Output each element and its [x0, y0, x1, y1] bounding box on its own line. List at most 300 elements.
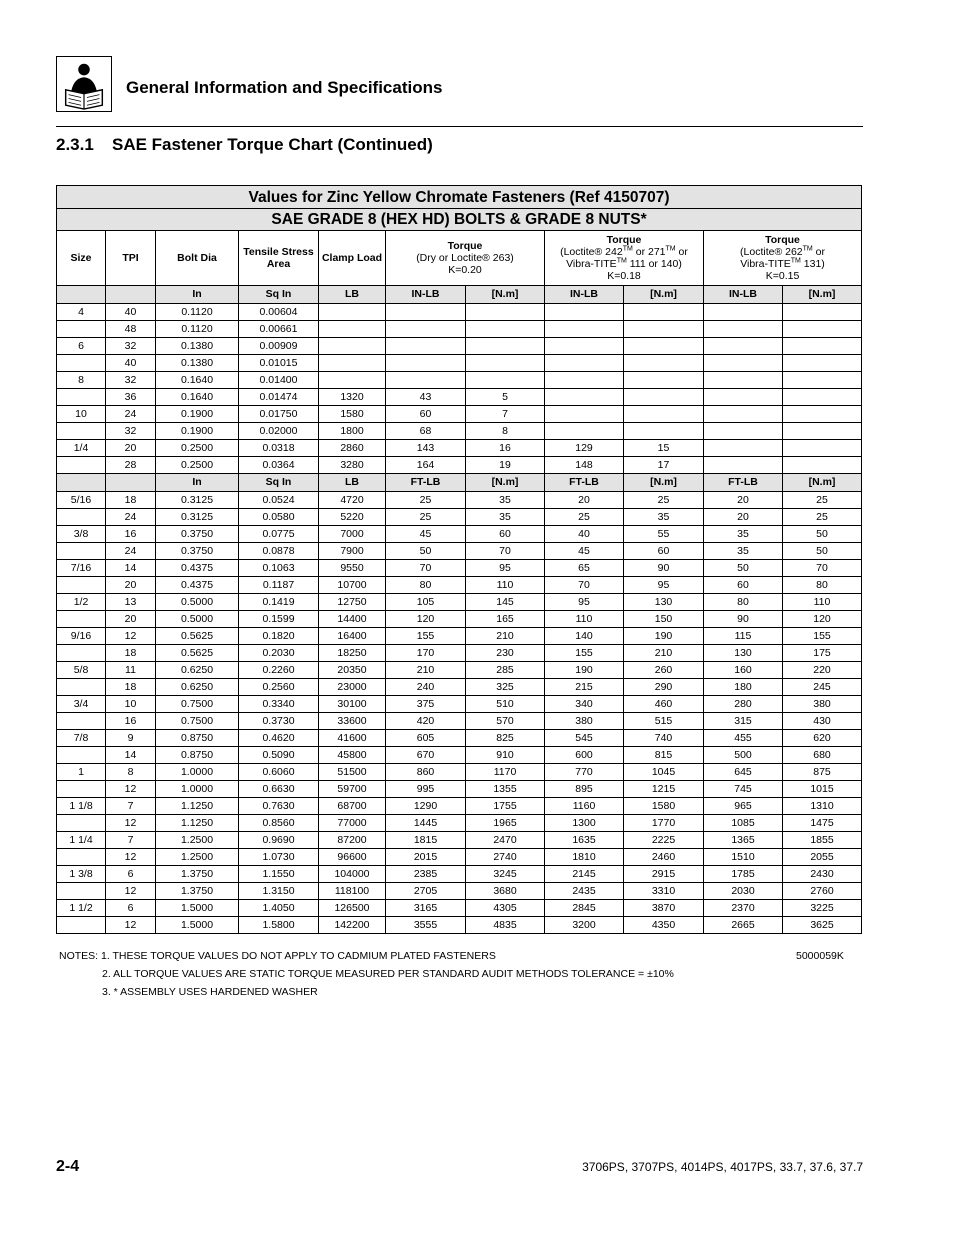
trademark: TM: [616, 257, 627, 265]
table-cell: 0.7500: [156, 696, 239, 713]
table-cell: 2370: [704, 900, 783, 917]
table-cell: 1.2500: [156, 832, 239, 849]
table-cell: 180: [704, 679, 783, 696]
table-cell: 55: [624, 526, 704, 543]
table-cell: 2740: [466, 849, 545, 866]
table-cell: 142200: [319, 917, 386, 934]
table-cell: 2470: [466, 832, 545, 849]
table-cell: 1290: [386, 798, 466, 815]
table-cell: 18: [106, 679, 156, 696]
table-cell: 3310: [624, 883, 704, 900]
table-cell: [704, 423, 783, 440]
table-cell: 23000: [319, 679, 386, 696]
table-cell: 0.0878: [239, 543, 319, 560]
table-cell: 25: [386, 492, 466, 509]
table-cell: 4: [57, 304, 106, 321]
table-row: [57, 389, 862, 406]
table-cell: 2460: [624, 849, 704, 866]
table-cell: 1.5800: [239, 917, 319, 934]
table-cell: 240: [386, 679, 466, 696]
table-cell: 12: [106, 917, 156, 934]
unit-cell: Sq In: [239, 286, 319, 304]
table-row: [57, 696, 862, 713]
table-row: [57, 526, 862, 543]
table-cell: 155: [386, 628, 466, 645]
table-cell: 68: [386, 423, 466, 440]
table-cell: 14: [106, 747, 156, 764]
trademark: TM: [622, 245, 633, 253]
table-cell: 1 1/8: [57, 798, 106, 815]
table-cell: 0.1187: [239, 577, 319, 594]
table-cell: 0.5625: [156, 628, 239, 645]
table-cell: 20: [106, 611, 156, 628]
table-cell: [624, 355, 704, 372]
table-cell: [783, 440, 862, 457]
table-cell: 20: [545, 492, 624, 509]
table-cell: 0.1063: [239, 560, 319, 577]
unit-cell: [N.m]: [466, 286, 545, 304]
units-row: [57, 286, 862, 304]
table-cell: [545, 338, 624, 355]
table-row: [57, 781, 862, 798]
table-cell: [57, 355, 106, 372]
table-cell: 50: [783, 526, 862, 543]
table-cell: [57, 713, 106, 730]
table-cell: 16: [466, 440, 545, 457]
table-cell: [466, 372, 545, 389]
table-cell: 0.6630: [239, 781, 319, 798]
table-cell: 35: [466, 492, 545, 509]
table-cell: 420: [386, 713, 466, 730]
table-cell: [783, 321, 862, 338]
table-cell: 1.0000: [156, 764, 239, 781]
unit-cell: In: [156, 286, 239, 304]
table-cell: 0.1640: [156, 372, 239, 389]
table-cell: 6: [106, 900, 156, 917]
torque-262-desc-b: or: [812, 246, 825, 258]
table-cell: 5220: [319, 509, 386, 526]
table-cell: 80: [783, 577, 862, 594]
table-cell: 25: [545, 509, 624, 526]
table-cell: 51500: [319, 764, 386, 781]
table-cell: 1635: [545, 832, 624, 849]
torque-242-vibra-b: 111 or 140): [626, 258, 682, 270]
table-row: [57, 355, 862, 372]
table-cell: 160: [704, 662, 783, 679]
table-cell: [783, 372, 862, 389]
table-cell: 4720: [319, 492, 386, 509]
table-cell: 25: [783, 509, 862, 526]
table-cell: 0.8750: [156, 730, 239, 747]
table-cell: [624, 423, 704, 440]
table-cell: 87200: [319, 832, 386, 849]
col-torque-dry: [386, 231, 545, 286]
table-cell: 48: [106, 321, 156, 338]
table-cell: 129: [545, 440, 624, 457]
table-cell: 16: [106, 713, 156, 730]
table-row: [57, 560, 862, 577]
table-cell: 7900: [319, 543, 386, 560]
unit-cell: [106, 286, 156, 304]
table-cell: [783, 355, 862, 372]
table-cell: 7: [466, 406, 545, 423]
table-cell: 0.02000: [239, 423, 319, 440]
table-cell: 9550: [319, 560, 386, 577]
table-cell: [704, 440, 783, 457]
table-row: [57, 798, 862, 815]
table-cell: 1045: [624, 764, 704, 781]
table-row: [57, 815, 862, 832]
table-cell: 70: [783, 560, 862, 577]
table-cell: [57, 509, 106, 526]
table-cell: 0.0580: [239, 509, 319, 526]
note-2: 2. ALL TORQUE VALUES ARE STATIC TORQUE MEASURED PER STANDARD AUDIT METHODS TOLERANCE = ±10%: [102, 968, 674, 980]
table-cell: 0.01474: [239, 389, 319, 406]
table-cell: 32: [106, 372, 156, 389]
table-cell: [386, 372, 466, 389]
table-cell: 8: [106, 764, 156, 781]
table-cell: 3280: [319, 457, 386, 474]
table-cell: 0.1380: [156, 355, 239, 372]
table-cell: 1815: [386, 832, 466, 849]
table-cell: 60: [466, 526, 545, 543]
table-cell: 0.0364: [239, 457, 319, 474]
table-cell: [704, 389, 783, 406]
table-cell: [783, 457, 862, 474]
unit-cell: FT-LB: [704, 474, 783, 492]
table-cell: 8: [466, 423, 545, 440]
torque-242-desc-b: or 271: [632, 246, 666, 258]
table-cell: 20: [704, 509, 783, 526]
col-bolt-dia: Bolt Dia: [156, 231, 239, 286]
table-cell: [783, 406, 862, 423]
table-cell: 0.0775: [239, 526, 319, 543]
table-cell: 24: [106, 543, 156, 560]
table-cell: 0.00604: [239, 304, 319, 321]
table-cell: 605: [386, 730, 466, 747]
table-cell: 0.01750: [239, 406, 319, 423]
table-cell: 0.9690: [239, 832, 319, 849]
table-cell: 210: [466, 628, 545, 645]
table-cell: 68700: [319, 798, 386, 815]
note-3: 3. * ASSEMBLY USES HARDENED WASHER: [102, 986, 318, 998]
table-row: [57, 440, 862, 457]
table-cell: 895: [545, 781, 624, 798]
torque-242-k: K=0.18: [607, 270, 641, 282]
table-cell: 2915: [624, 866, 704, 883]
table-cell: 1170: [466, 764, 545, 781]
table-cell: 145: [466, 594, 545, 611]
table-cell: 1855: [783, 832, 862, 849]
table-cell: 2225: [624, 832, 704, 849]
table-row: [57, 713, 862, 730]
table-row: [57, 543, 862, 560]
table-cell: [57, 815, 106, 832]
table-cell: 18: [106, 492, 156, 509]
table-cell: 18: [106, 645, 156, 662]
table-cell: 25: [624, 492, 704, 509]
table-row: [57, 406, 862, 423]
table-cell: [704, 338, 783, 355]
torque-chart-table: [56, 185, 862, 934]
table-row: [57, 883, 862, 900]
table-cell: [466, 304, 545, 321]
table-cell: 1.1250: [156, 815, 239, 832]
table-cell: [704, 457, 783, 474]
table-cell: 815: [624, 747, 704, 764]
table-cell: 35: [704, 526, 783, 543]
torque-262-desc-a: (Loctite® 262: [740, 246, 803, 258]
table-cell: 45: [386, 526, 466, 543]
table-cell: 0.1380: [156, 338, 239, 355]
table-cell: 570: [466, 713, 545, 730]
table-cell: [57, 423, 106, 440]
table-cell: 13: [106, 594, 156, 611]
table-row: [57, 730, 862, 747]
table-cell: [57, 917, 106, 934]
table-cell: 40: [545, 526, 624, 543]
table-cell: 3245: [466, 866, 545, 883]
table-cell: 25: [783, 492, 862, 509]
table-cell: 120: [386, 611, 466, 628]
table-cell: 3225: [783, 900, 862, 917]
table-cell: 545: [545, 730, 624, 747]
table-cell: 35: [624, 509, 704, 526]
table-row: [57, 338, 862, 355]
person-reading-manual-icon: [57, 57, 111, 111]
note-1: NOTES: 1. THESE TORQUE VALUES DO NOT APPLY TO CADMIUM PLATED FASTENERS: [59, 950, 496, 962]
col-size: Size: [57, 231, 106, 286]
unit-cell: [N.m]: [783, 286, 862, 304]
table-row: [57, 747, 862, 764]
table-row: [57, 832, 862, 849]
table-cell: [319, 321, 386, 338]
table-cell: 17: [624, 457, 704, 474]
table-cell: [704, 304, 783, 321]
table-cell: 515: [624, 713, 704, 730]
table-row: [57, 577, 862, 594]
table-cell: 70: [545, 577, 624, 594]
table-cell: 1/4: [57, 440, 106, 457]
document-code: 5000059K: [796, 950, 844, 962]
table-cell: [624, 304, 704, 321]
table-cell: 260: [624, 662, 704, 679]
table-cell: 2145: [545, 866, 624, 883]
torque-262-vibra-a: Vibra-TITE: [740, 258, 791, 270]
table-cell: 40: [106, 304, 156, 321]
table-cell: 45800: [319, 747, 386, 764]
table-cell: 745: [704, 781, 783, 798]
table-cell: 620: [783, 730, 862, 747]
table-row: [57, 662, 862, 679]
table-cell: 155: [545, 645, 624, 662]
table-cell: 860: [386, 764, 466, 781]
table-cell: 0.2500: [156, 457, 239, 474]
table-cell: [319, 355, 386, 372]
table-cell: 510: [466, 696, 545, 713]
table-cell: 18250: [319, 645, 386, 662]
table-cell: 12: [106, 781, 156, 798]
table-subtitle: SAE GRADE 8 (HEX HD) BOLTS & GRADE 8 NUTS*: [57, 209, 862, 231]
table-cell: 20350: [319, 662, 386, 679]
table-cell: 0.2560: [239, 679, 319, 696]
table-cell: 20: [106, 440, 156, 457]
table-cell: 0.3125: [156, 492, 239, 509]
table-cell: 0.4375: [156, 560, 239, 577]
table-cell: 0.6060: [239, 764, 319, 781]
table-cell: 1770: [624, 815, 704, 832]
table-cell: 32: [106, 338, 156, 355]
col-clamp-load: Clamp Load: [319, 231, 386, 286]
unit-cell: [57, 286, 106, 304]
table-cell: 1 1/4: [57, 832, 106, 849]
table-cell: 20: [106, 577, 156, 594]
unit-cell: IN-LB: [545, 286, 624, 304]
table-cell: 430: [783, 713, 862, 730]
table-cell: 1.3150: [239, 883, 319, 900]
table-subtitle-row: [57, 209, 862, 231]
table-cell: [545, 389, 624, 406]
table-cell: 110: [466, 577, 545, 594]
table-cell: 1510: [704, 849, 783, 866]
table-row: [57, 628, 862, 645]
table-cell: 28: [106, 457, 156, 474]
table-cell: 1/2: [57, 594, 106, 611]
table-cell: 1.4050: [239, 900, 319, 917]
table-cell: 2665: [704, 917, 783, 934]
table-cell: [386, 355, 466, 372]
table-cell: 1580: [624, 798, 704, 815]
table-cell: 875: [783, 764, 862, 781]
unit-cell: [N.m]: [624, 474, 704, 492]
table-cell: 315: [704, 713, 783, 730]
table-cell: [783, 304, 862, 321]
table-cell: 3870: [624, 900, 704, 917]
table-cell: 41600: [319, 730, 386, 747]
table-cell: 2385: [386, 866, 466, 883]
table-cell: [704, 406, 783, 423]
table-cell: 6: [106, 866, 156, 883]
table-cell: 1.5000: [156, 917, 239, 934]
table-cell: 15: [624, 440, 704, 457]
table-cell: 0.4375: [156, 577, 239, 594]
table-cell: 65: [545, 560, 624, 577]
table-row: [57, 611, 862, 628]
table-cell: [386, 304, 466, 321]
table-row: [57, 866, 862, 883]
table-row: [57, 492, 862, 509]
table-cell: 1085: [704, 815, 783, 832]
table-cell: 1.1550: [239, 866, 319, 883]
table-cell: 380: [783, 696, 862, 713]
table-cell: 130: [704, 645, 783, 662]
table-cell: [57, 321, 106, 338]
table-cell: 5/16: [57, 492, 106, 509]
table-cell: 0.3125: [156, 509, 239, 526]
table-cell: 1 1/2: [57, 900, 106, 917]
table-cell: 325: [466, 679, 545, 696]
table-cell: [319, 372, 386, 389]
table-cell: 143: [386, 440, 466, 457]
table-cell: [466, 355, 545, 372]
section-number: 2.3.1: [56, 135, 94, 154]
table-cell: 1.0730: [239, 849, 319, 866]
table-cell: 910: [466, 747, 545, 764]
table-row: [57, 304, 862, 321]
table-cell: 500: [704, 747, 783, 764]
table-cell: 95: [624, 577, 704, 594]
table-cell: 215: [545, 679, 624, 696]
table-cell: 0.5000: [156, 611, 239, 628]
torque-262-vibra-b: 131): [800, 258, 825, 270]
table-row: [57, 764, 862, 781]
table-cell: 33600: [319, 713, 386, 730]
table-cell: 10700: [319, 577, 386, 594]
table-cell: 7: [106, 832, 156, 849]
table-cell: 3625: [783, 917, 862, 934]
header-title: General Information and Specifications: [126, 78, 443, 97]
table-cell: 12: [106, 815, 156, 832]
table-cell: 5/8: [57, 662, 106, 679]
table-cell: 80: [386, 577, 466, 594]
table-cell: [624, 406, 704, 423]
table-cell: 210: [386, 662, 466, 679]
table-cell: 1: [57, 764, 106, 781]
table-cell: 59700: [319, 781, 386, 798]
table-cell: 680: [783, 747, 862, 764]
table-cell: 1300: [545, 815, 624, 832]
table-cell: 70: [466, 543, 545, 560]
table-cell: 60: [386, 406, 466, 423]
table-cell: 1015: [783, 781, 862, 798]
table-cell: 70: [386, 560, 466, 577]
col-torque-loctite-242: [545, 231, 704, 286]
table-cell: 2860: [319, 440, 386, 457]
unit-cell: In: [156, 474, 239, 492]
table-cell: [783, 338, 862, 355]
table-cell: 210: [624, 645, 704, 662]
table-cell: 220: [783, 662, 862, 679]
table-cell: 1475: [783, 815, 862, 832]
table-cell: 25: [386, 509, 466, 526]
table-cell: 0.3730: [239, 713, 319, 730]
table-cell: [545, 355, 624, 372]
table-row: [57, 509, 862, 526]
table-cell: 0.7630: [239, 798, 319, 815]
table-cell: 5: [466, 389, 545, 406]
table-cell: 12750: [319, 594, 386, 611]
table-cell: 12: [106, 628, 156, 645]
table-cell: 104000: [319, 866, 386, 883]
table-cell: 32: [106, 423, 156, 440]
col-torque-loctite-262: [704, 231, 862, 286]
unit-cell: [57, 474, 106, 492]
table-cell: 995: [386, 781, 466, 798]
table-cell: [57, 747, 106, 764]
table-cell: 0.2030: [239, 645, 319, 662]
table-cell: [704, 321, 783, 338]
table-cell: 2055: [783, 849, 862, 866]
table-cell: [624, 321, 704, 338]
table-cell: [57, 849, 106, 866]
table-cell: 7000: [319, 526, 386, 543]
table-cell: 35: [466, 509, 545, 526]
table-cell: 0.1900: [156, 423, 239, 440]
table-cell: 12: [106, 883, 156, 900]
table-cell: [57, 457, 106, 474]
table-cell: 0.2500: [156, 440, 239, 457]
table-cell: 90: [624, 560, 704, 577]
